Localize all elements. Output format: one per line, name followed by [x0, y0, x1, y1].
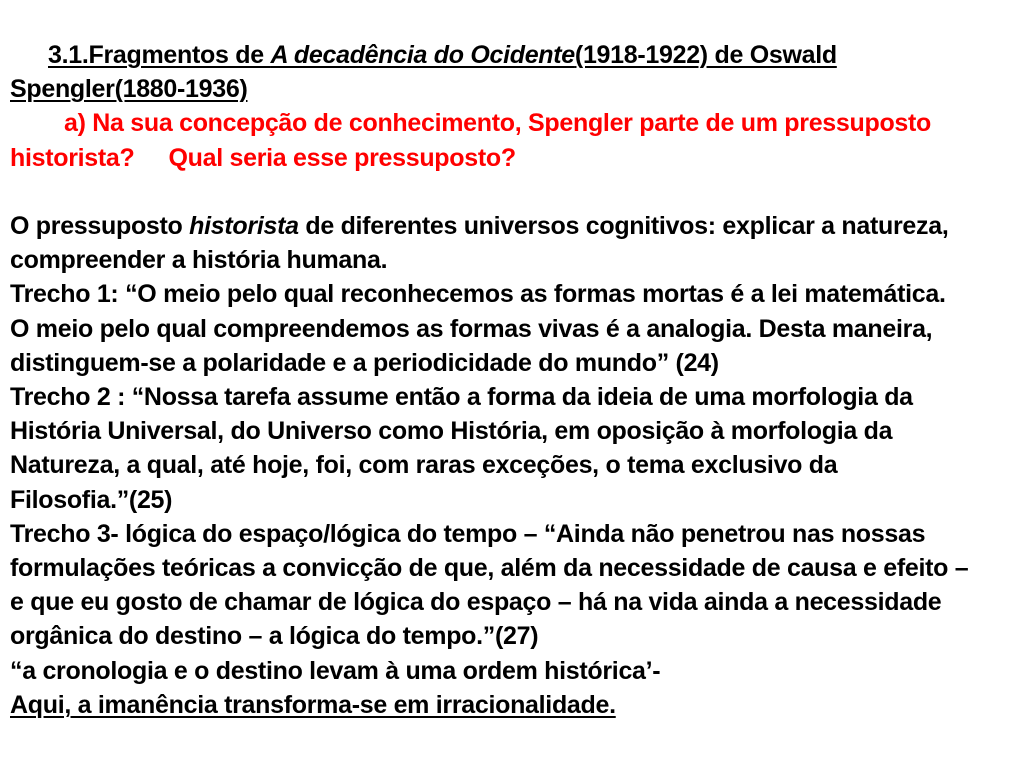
- excerpt2-line-4: Filosofia.”(25): [10, 485, 173, 514]
- question-line-1: a) Na sua concepção de conhecimento, Spengler parte de um pressuposto: [64, 109, 932, 138]
- question-part-a: historista?: [10, 143, 135, 172]
- excerpt3-line-3: e que eu gosto de chamar de lógica do espaço – há na vida ainda a necessidade: [10, 588, 942, 617]
- slide-content: [10, 38, 1018, 722]
- conclusion-line: [10, 688, 1018, 722]
- intro-term: historista: [189, 212, 299, 240]
- question-line-2: [10, 141, 1018, 175]
- quote-line: “a cronologia e o destino levam à uma ordem histórica’-: [10, 656, 661, 685]
- excerpt1-line-1: Trecho 1: “O meio pelo qual reconhecemos as formas mortas é a lei matemática.: [10, 280, 946, 309]
- conclusion-text: Aqui, a imanência transforma-se em irracionalidade.: [10, 690, 616, 719]
- excerpt2-line-1: Trecho 2 : “Nossa tarefa assume então a forma da ideia de uma morfologia da: [10, 383, 913, 412]
- excerpt2-line-2: História Universal, do Universo como História, em oposição à morfologia da: [10, 417, 893, 446]
- excerpt3-line-4: orgânica do destino – a lógica do tempo.”(27): [10, 622, 539, 651]
- excerpt3-line-1: Trecho 3- lógica do espaço/lógica do tempo – “Ainda não penetrou nas nossas: [10, 519, 926, 548]
- title-work: A decadência do Ocidente: [270, 41, 575, 69]
- slide-title-line-2: [10, 72, 1018, 106]
- slide-title-line-1: [10, 38, 1018, 72]
- excerpt3-line-2: formulações teóricas a convicção de que, além da necessidade de causa e efeito –: [10, 554, 969, 583]
- title-prefix: 3.1.Fragmentos de: [48, 41, 271, 69]
- question-part-b: Qual seria esse pressuposto?: [168, 143, 516, 172]
- title-rest: (1918-1922) de Oswald: [574, 41, 837, 69]
- excerpt1-line-3: distinguem-se a polaridade e a periodicidade do mundo” (24): [10, 348, 719, 377]
- spacer: [10, 175, 1018, 209]
- title-author: Spengler(1880-1936): [10, 75, 248, 104]
- intro-after: de diferentes universos cognitivos: explicar a natureza,: [298, 212, 949, 240]
- intro-line-2: compreender a história humana.: [10, 246, 388, 275]
- slide-title: [48, 41, 837, 69]
- intro-before: O pressuposto: [10, 212, 190, 240]
- intro-line-1: [10, 209, 1018, 243]
- excerpt2-line-3: Natureza, a qual, até hoje, foi, com raras exceções, o tema exclusivo da: [10, 451, 838, 480]
- excerpt1-line-2: O meio pelo qual compreendemos as formas vivas é a analogia. Desta maneira,: [10, 314, 933, 343]
